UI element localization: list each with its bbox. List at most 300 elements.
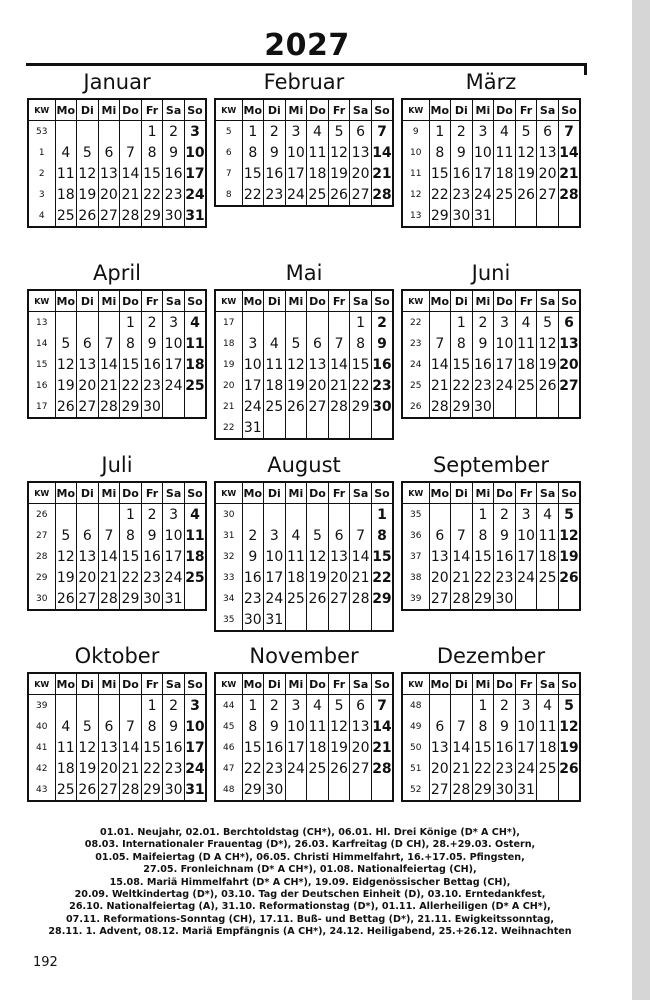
week-row <box>402 737 580 758</box>
week-row <box>402 184 580 205</box>
day-cell <box>558 588 580 610</box>
day-cell: 29 <box>141 205 163 227</box>
day-cell: 21 <box>98 567 120 588</box>
weekday-header: Mo <box>242 673 264 695</box>
day-cell: 7 <box>120 716 142 737</box>
day-cell: 15 <box>451 354 473 375</box>
day-cell: 25 <box>537 567 559 588</box>
week-number: 7 <box>215 163 242 184</box>
week-number: 33 <box>215 567 242 588</box>
day-cell: 28 <box>371 758 393 779</box>
weekday-header: Mi <box>98 482 120 504</box>
day-cell: 4 <box>307 121 329 143</box>
day-cell: 16 <box>451 163 473 184</box>
day-cell: 21 <box>120 184 142 205</box>
holiday-line: 01.05. Maifeiertag (D A CH*), 06.05. Christi Himmelfahrt, 16.+17.05. Pfingsten, <box>95 851 525 863</box>
day-cell: 29 <box>451 396 473 418</box>
weekday-header: Do <box>307 99 329 121</box>
day-cell <box>285 779 307 801</box>
weekday-header: Fr <box>141 673 163 695</box>
day-cell: 23 <box>371 375 393 396</box>
day-cell: 12 <box>328 142 350 163</box>
day-cell: 28 <box>451 779 473 801</box>
day-cell: 1 <box>242 121 264 143</box>
month-table <box>401 672 581 802</box>
day-cell: 25 <box>515 375 537 396</box>
day-cell: 21 <box>328 375 350 396</box>
day-cell: 25 <box>184 567 206 588</box>
day-cell <box>77 504 99 526</box>
day-cell: 1 <box>472 504 494 526</box>
week-row <box>402 758 580 779</box>
week-row <box>215 504 393 526</box>
week-row <box>28 333 206 354</box>
day-cell: 3 <box>515 695 537 717</box>
day-cell: 28 <box>451 588 473 610</box>
day-cell: 2 <box>371 312 393 334</box>
day-cell: 16 <box>264 163 286 184</box>
day-cell: 11 <box>494 142 516 163</box>
weekday-header: Do <box>120 673 142 695</box>
weekday-header: So <box>371 673 393 695</box>
day-cell <box>494 205 516 227</box>
weekday-header: Di <box>77 290 99 312</box>
day-cell: 4 <box>184 312 206 334</box>
day-cell: 12 <box>55 354 77 375</box>
weekday-header: So <box>184 482 206 504</box>
day-cell: 26 <box>55 396 77 418</box>
day-cell <box>307 609 329 631</box>
day-cell: 7 <box>98 525 120 546</box>
day-cell: 25 <box>285 588 307 609</box>
day-cell: 4 <box>537 695 559 717</box>
day-cell: 24 <box>184 758 206 779</box>
day-cell: 1 <box>350 312 372 334</box>
week-row <box>402 695 580 717</box>
day-cell <box>350 609 372 631</box>
weekday-header: Mo <box>429 290 451 312</box>
day-cell: 5 <box>55 333 77 354</box>
day-cell: 9 <box>451 142 473 163</box>
day-cell: 17 <box>515 546 537 567</box>
weekday-header: Fr <box>515 290 537 312</box>
day-cell: 12 <box>285 354 307 375</box>
day-cell: 25 <box>264 396 286 417</box>
day-cell: 8 <box>472 525 494 546</box>
week-number: 8 <box>215 184 242 206</box>
day-cell: 15 <box>141 737 163 758</box>
day-cell: 24 <box>163 567 185 588</box>
day-cell <box>55 121 77 143</box>
day-cell: 15 <box>472 546 494 567</box>
weekday-header: Fr <box>328 482 350 504</box>
day-cell: 16 <box>494 546 516 567</box>
day-cell: 30 <box>163 779 185 801</box>
weekday-header: So <box>558 99 580 121</box>
day-cell: 1 <box>141 695 163 717</box>
day-cell <box>264 417 286 439</box>
day-cell: 1 <box>472 695 494 717</box>
day-cell: 23 <box>264 758 286 779</box>
month-name: Mai <box>285 261 323 285</box>
page-edge-shadow <box>632 0 650 1000</box>
day-cell <box>558 205 580 227</box>
day-cell: 15 <box>371 546 393 567</box>
day-cell: 5 <box>77 142 99 163</box>
weekday-header: So <box>184 99 206 121</box>
day-cell: 20 <box>350 163 372 184</box>
day-cell <box>285 609 307 631</box>
day-cell: 25 <box>55 779 77 801</box>
week-row <box>402 504 580 526</box>
day-cell: 15 <box>120 546 142 567</box>
week-number: 26 <box>28 504 55 526</box>
week-number-header: KW <box>402 673 429 695</box>
week-number: 25 <box>402 375 429 396</box>
day-cell: 7 <box>371 121 393 143</box>
week-number: 19 <box>215 354 242 375</box>
day-cell <box>350 417 372 439</box>
week-number: 35 <box>402 504 429 526</box>
day-cell: 14 <box>120 163 142 184</box>
day-cell: 16 <box>141 354 163 375</box>
weekday-header: Do <box>494 290 516 312</box>
day-cell: 3 <box>242 333 264 354</box>
day-cell: 14 <box>558 142 580 163</box>
day-cell <box>98 312 120 334</box>
week-number: 48 <box>402 695 429 717</box>
day-cell <box>307 779 329 801</box>
week-number: 16 <box>28 375 55 396</box>
day-cell <box>264 312 286 334</box>
day-cell <box>350 779 372 801</box>
day-cell <box>328 779 350 801</box>
day-cell: 10 <box>242 354 264 375</box>
week-row <box>402 779 580 801</box>
day-cell: 3 <box>264 525 286 546</box>
weekday-header: Do <box>120 99 142 121</box>
day-cell <box>328 312 350 334</box>
day-cell: 11 <box>307 716 329 737</box>
week-number: 35 <box>215 609 242 631</box>
day-cell: 22 <box>120 375 142 396</box>
day-cell <box>98 121 120 143</box>
weekday-header: So <box>184 290 206 312</box>
day-cell <box>371 609 393 631</box>
day-cell: 7 <box>429 333 451 354</box>
week-number: 31 <box>215 525 242 546</box>
weekday-header: Sa <box>537 99 559 121</box>
month-name: Juli <box>101 453 133 477</box>
day-cell <box>429 312 451 334</box>
day-cell: 29 <box>472 779 494 801</box>
weekday-header: Mi <box>98 99 120 121</box>
day-cell: 6 <box>537 121 559 143</box>
day-cell: 22 <box>350 375 372 396</box>
day-cell: 3 <box>515 504 537 526</box>
day-cell <box>77 121 99 143</box>
week-number: 24 <box>402 354 429 375</box>
weekday-header: Fr <box>141 99 163 121</box>
day-cell: 14 <box>371 716 393 737</box>
day-cell: 7 <box>120 142 142 163</box>
month-table <box>214 289 394 440</box>
day-cell: 24 <box>264 588 286 609</box>
week-number-header: KW <box>402 99 429 121</box>
day-cell: 22 <box>141 758 163 779</box>
weekday-header: Mi <box>472 673 494 695</box>
day-cell: 28 <box>328 396 350 417</box>
day-cell <box>451 504 473 526</box>
page-number: 192 <box>33 955 58 970</box>
day-cell: 30 <box>494 588 516 610</box>
day-cell: 12 <box>77 737 99 758</box>
day-cell <box>242 312 264 334</box>
day-cell: 28 <box>98 588 120 610</box>
day-cell: 2 <box>242 525 264 546</box>
week-number: 47 <box>215 758 242 779</box>
day-cell: 19 <box>328 737 350 758</box>
day-cell: 20 <box>328 567 350 588</box>
weekday-header: Fr <box>515 482 537 504</box>
day-cell: 30 <box>371 396 393 417</box>
day-cell: 18 <box>515 354 537 375</box>
day-cell: 25 <box>307 758 329 779</box>
day-cell <box>328 504 350 526</box>
day-cell: 29 <box>472 588 494 610</box>
week-number: 20 <box>215 375 242 396</box>
day-cell: 28 <box>120 205 142 227</box>
day-cell: 20 <box>77 375 99 396</box>
title-rule-tick <box>584 63 587 75</box>
weekday-header: Do <box>494 673 516 695</box>
day-cell: 13 <box>350 142 372 163</box>
day-cell <box>429 695 451 717</box>
day-cell: 16 <box>163 163 185 184</box>
week-row <box>28 142 206 163</box>
day-cell: 6 <box>77 525 99 546</box>
day-cell: 20 <box>77 567 99 588</box>
day-cell: 20 <box>307 375 329 396</box>
day-cell: 13 <box>328 546 350 567</box>
day-cell: 23 <box>451 184 473 205</box>
day-cell: 5 <box>307 525 329 546</box>
weekday-header: Sa <box>163 673 185 695</box>
day-cell: 18 <box>184 354 206 375</box>
week-row <box>402 716 580 737</box>
day-cell: 21 <box>451 758 473 779</box>
day-cell: 31 <box>472 205 494 227</box>
day-cell: 18 <box>264 375 286 396</box>
day-cell: 9 <box>242 546 264 567</box>
week-number: 13 <box>402 205 429 227</box>
day-cell <box>307 417 329 439</box>
month-table <box>214 481 394 632</box>
weekday-header: Fr <box>515 673 537 695</box>
week-row <box>28 396 206 418</box>
day-cell: 14 <box>371 142 393 163</box>
weekday-header: Mi <box>98 290 120 312</box>
weekday-header: So <box>558 673 580 695</box>
year-title: 2027 <box>264 28 350 63</box>
week-number: 39 <box>28 695 55 717</box>
week-number: 17 <box>28 396 55 418</box>
day-cell: 10 <box>184 716 206 737</box>
day-cell: 23 <box>141 375 163 396</box>
day-cell <box>98 504 120 526</box>
day-cell: 6 <box>77 333 99 354</box>
day-cell: 3 <box>184 695 206 717</box>
holiday-line: 26.10. Nationalfeiertag (A), 31.10. Reformationstag (D*), 01.11. Allerheiligen (D* A CH*), <box>69 901 551 913</box>
week-row <box>215 375 393 396</box>
day-cell <box>307 504 329 526</box>
day-cell: 2 <box>494 695 516 717</box>
day-cell: 27 <box>98 779 120 801</box>
day-cell: 4 <box>515 312 537 334</box>
day-cell: 7 <box>451 716 473 737</box>
weekday-header-row <box>402 99 580 121</box>
day-cell: 8 <box>371 525 393 546</box>
day-cell: 23 <box>494 758 516 779</box>
day-cell: 16 <box>264 737 286 758</box>
weekday-header: Di <box>264 290 286 312</box>
day-cell: 29 <box>429 205 451 227</box>
day-cell: 19 <box>307 567 329 588</box>
day-cell: 30 <box>472 396 494 418</box>
day-cell: 3 <box>184 121 206 143</box>
weekday-header: Mo <box>55 482 77 504</box>
week-number: 22 <box>402 312 429 334</box>
day-cell: 10 <box>184 142 206 163</box>
weekday-header: Mo <box>55 673 77 695</box>
weekday-header-row <box>28 290 206 312</box>
day-cell: 22 <box>120 567 142 588</box>
day-cell: 9 <box>141 525 163 546</box>
day-cell: 17 <box>163 546 185 567</box>
day-cell: 6 <box>429 716 451 737</box>
day-cell: 17 <box>163 354 185 375</box>
day-cell: 10 <box>515 525 537 546</box>
day-cell: 29 <box>120 396 142 418</box>
day-cell: 27 <box>350 758 372 779</box>
day-cell: 7 <box>558 121 580 143</box>
day-cell: 30 <box>451 205 473 227</box>
day-cell: 9 <box>472 333 494 354</box>
week-number: 6 <box>215 142 242 163</box>
week-row <box>215 567 393 588</box>
day-cell: 29 <box>120 588 142 610</box>
week-row <box>28 354 206 375</box>
week-number: 53 <box>28 121 55 143</box>
holiday-line: 01.01. Neujahr, 02.01. Berchtoldstag (CH*), 06.01. Hl. Drei Könige (D* A CH*), <box>100 827 520 838</box>
day-cell: 18 <box>55 184 77 205</box>
weekday-header-row <box>215 673 393 695</box>
day-cell: 10 <box>472 142 494 163</box>
day-cell: 2 <box>264 121 286 143</box>
day-cell: 8 <box>141 142 163 163</box>
week-row <box>28 779 206 801</box>
week-number: 37 <box>402 546 429 567</box>
day-cell: 8 <box>451 333 473 354</box>
day-cell: 16 <box>242 567 264 588</box>
weekday-header: Sa <box>350 482 372 504</box>
week-row <box>215 312 393 334</box>
day-cell: 27 <box>537 184 559 205</box>
month-table <box>27 289 207 419</box>
weekday-header-row <box>402 482 580 504</box>
day-cell: 8 <box>429 142 451 163</box>
day-cell: 24 <box>163 375 185 396</box>
weekday-header: Mo <box>429 673 451 695</box>
day-cell: 31 <box>515 779 537 801</box>
day-cell: 24 <box>285 758 307 779</box>
month-table <box>27 672 207 802</box>
week-row <box>215 396 393 417</box>
day-cell <box>537 396 559 418</box>
day-cell: 11 <box>184 333 206 354</box>
weekday-header: Sa <box>163 290 185 312</box>
week-number-header: KW <box>28 99 55 121</box>
day-cell: 2 <box>141 312 163 334</box>
day-cell: 25 <box>307 184 329 206</box>
weekday-header: Di <box>264 673 286 695</box>
day-cell: 19 <box>537 354 559 375</box>
week-number: 36 <box>402 525 429 546</box>
day-cell: 7 <box>371 695 393 717</box>
day-cell: 23 <box>163 758 185 779</box>
day-cell: 23 <box>472 375 494 396</box>
week-number-header: KW <box>215 99 242 121</box>
day-cell: 9 <box>141 333 163 354</box>
day-cell: 20 <box>558 354 580 375</box>
day-cell: 27 <box>558 375 580 396</box>
day-cell: 4 <box>537 504 559 526</box>
month-table <box>214 98 394 207</box>
day-cell: 17 <box>285 163 307 184</box>
day-cell: 11 <box>55 163 77 184</box>
day-cell: 24 <box>494 375 516 396</box>
day-cell <box>371 779 393 801</box>
week-row <box>402 525 580 546</box>
day-cell: 11 <box>537 716 559 737</box>
day-cell: 6 <box>350 121 372 143</box>
day-cell <box>515 396 537 418</box>
day-cell: 14 <box>328 354 350 375</box>
day-cell: 30 <box>494 779 516 801</box>
day-cell: 19 <box>558 737 580 758</box>
day-cell <box>451 695 473 717</box>
holiday-line: 27.05. Fronleichnam (D* A CH*), 01.08. Nationalfeiertag (CH), <box>143 864 477 876</box>
holiday-line: 08.03. Internationaler Frauentag (D*), 26.03. Karfreitag (D CH), 28.+29.03. Ostern, <box>84 839 536 851</box>
day-cell <box>55 695 77 717</box>
day-cell <box>328 417 350 439</box>
day-cell: 21 <box>350 567 372 588</box>
week-row <box>402 121 580 143</box>
day-cell <box>184 396 206 418</box>
week-row <box>28 695 206 717</box>
day-cell <box>55 504 77 526</box>
day-cell: 3 <box>494 312 516 334</box>
week-number: 52 <box>402 779 429 801</box>
day-cell: 5 <box>515 121 537 143</box>
day-cell: 2 <box>141 504 163 526</box>
day-cell: 20 <box>429 567 451 588</box>
day-cell: 26 <box>328 758 350 779</box>
day-cell <box>120 121 142 143</box>
day-cell <box>328 609 350 631</box>
day-cell: 19 <box>55 375 77 396</box>
day-cell: 3 <box>472 121 494 143</box>
